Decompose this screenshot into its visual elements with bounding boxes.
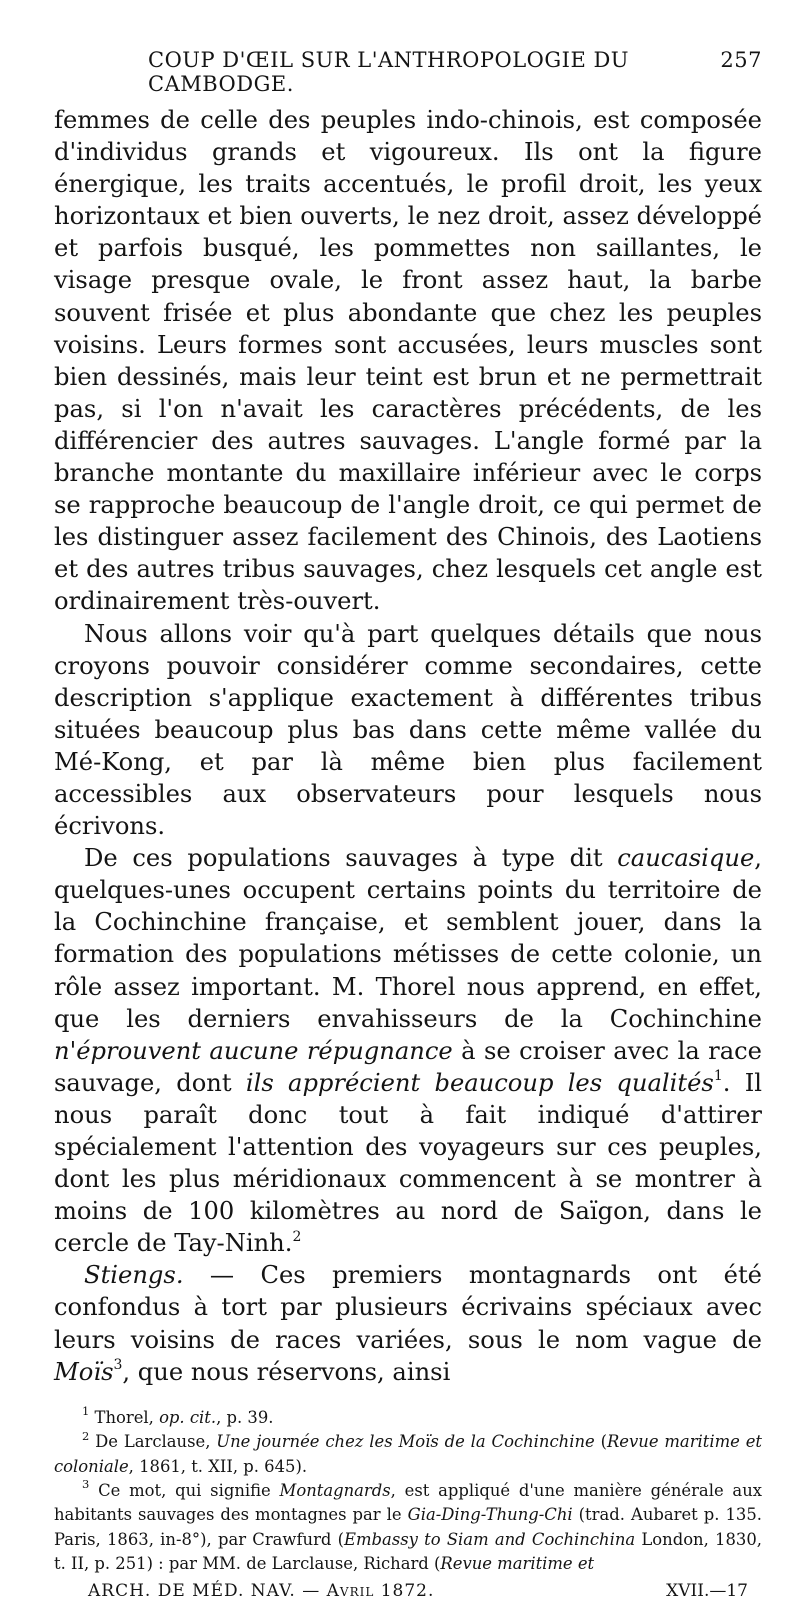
paragraph-4	[54, 1259, 762, 1387]
footnote-3-revue: Revue maritime et	[440, 1554, 595, 1574]
footnote-ref-3: 3	[113, 1357, 123, 1374]
footnote-mark-1: 1	[82, 1404, 90, 1419]
signature-mark: XVII.—17	[666, 1580, 748, 1601]
footnote-3-text-e: (trad. Aubaret p. 135. Paris, 1863, in-8°), par Crawfurd (	[54, 1505, 762, 1549]
footnote-2-text-c: (	[594, 1432, 607, 1452]
term-caucasique: caucasique	[617, 844, 755, 873]
footnote-1-text-a: Thorel,	[89, 1407, 160, 1427]
footnote-2-text-a: De Larclause,	[89, 1432, 217, 1452]
footnotes	[54, 1406, 762, 1577]
paragraph-3-text-e: à se croiser avec la race sauvage, dont	[54, 1036, 762, 1097]
paragraph-3-text-c: , quelques-unes occupent certains points du territoire de la Cochinchine française, et semblent jouer, dans la formation des populations métisses de cette colonie, un rôle assez important. M. Thorel nous apprend, en effet, que les derniers envahisseurs de la Cochinchine	[54, 844, 762, 1033]
footnote-3-gia-ding: Gia-Ding-Thung-Chi	[407, 1505, 573, 1525]
footnote-2-article-title: Une journée chez les Moïs de la Cochinchine	[216, 1432, 595, 1452]
paragraph-3-text-g: . Il nous paraît donc tout à fait indiqué d'attirer spécialement l'attention des voyageurs sur ces peuples, dont les plus méridionaux commencent à se montrer à moins de 100 kilomètres au nord de Saïgon, dans le cercle de Tay-Ninh.	[54, 1068, 762, 1258]
footnote-3-text-c: , est appliqué d'une manière générale aux habitants sauvages des montagnes par le	[54, 1480, 763, 1525]
paragraph-3-text-a: De ces populations sauvages à type dit	[84, 844, 618, 873]
footnote-1	[54, 1406, 762, 1430]
footnote-mark-2: 2	[82, 1428, 90, 1443]
page-number: 257	[720, 48, 762, 72]
running-title: COUP D'ŒIL SUR L'ANTHROPOLOGIE DU CAMBODGE.	[148, 48, 629, 96]
footnote-ref-1: 1	[713, 1068, 723, 1085]
footnote-3-text-a: Ce mot, qui signifie	[89, 1480, 280, 1500]
paragraph-3	[54, 842, 762, 1259]
paragraph-1: femmes de celle des peuples indo-chinois, est composée d'individus grands et vigoureux. Ils ont la figure énergique, les traits accentués, le profil droit, les yeux horizontaux et bien ouverts, le nez droit, assez développé et parfois busqué, les pommettes non saillantes, le visage presque ovale, le front assez haut, la barbe souvent frisée et plus abondante que chez les peuples voisins. Leurs formes sont accusées, leurs muscles sont bien dessinés, mais leur teint est brun et ne permettrait pas, si l'on n'avait les caractères précédents, de les différencier des autres sauvages. L'angle formé par la branche montante du maxillaire inférieur avec le corps se rapproche beaucoup de l'angle droit, ce qui permet de les distinguer assez facilement des Chinois, des Laotiens et des autres tribus sauvages, chez lesquels cet angle est ordinairement très-ouvert.	[54, 106, 762, 616]
footnote-3-text-g: London, 1830, t. II, p. 251) : par MM. de Larclause, Richard (	[54, 1529, 762, 1574]
footnote-3	[54, 1479, 762, 1577]
footnote-1-op-cit: op. cit.	[159, 1407, 217, 1427]
footnote-2	[54, 1430, 762, 1479]
footnote-1-text-c: , p. 39.	[216, 1407, 274, 1427]
quote-qualites: ils apprécient beaucoup les qualités	[245, 1068, 714, 1097]
paragraph-4-text-d: , que nous réservons, ainsi	[122, 1357, 451, 1386]
footnote-2-text-e: , 1861, t. XII, p. 645).	[128, 1456, 308, 1476]
footnote-mark-3: 3	[82, 1477, 90, 1492]
footnote-ref-2: 2	[292, 1228, 302, 1245]
main-text	[54, 104, 762, 1388]
section-stiengs: Stiengs.	[84, 1261, 184, 1290]
paragraph-4-text-b: — Ces premiers montagnards ont été confondus à tort par plusieurs écrivains spéciaux avec leurs voisins de races variées, sous le nom vague de	[54, 1261, 762, 1354]
footnote-3-montagnards: Montagnards	[279, 1480, 391, 1500]
page-footer	[54, 1581, 762, 1601]
term-mois: Moïs	[54, 1357, 114, 1386]
footnote-3-embassy: Embassy to Siam and Cochinchina	[344, 1529, 636, 1549]
footnote-2-journal: Revue maritime et coloniale	[54, 1432, 762, 1476]
journal-signature: ARCH. DE MÉD. NAV. — Avril 1872.	[88, 1580, 435, 1601]
quote-repugnance: n'éprouvent aucune répugnance	[54, 1036, 453, 1065]
running-header	[54, 48, 762, 96]
paragraph-2: Nous allons voir qu'à part quelques détails que nous croyons pouvoir considérer comme secondaires, cette description s'applique exactement à différentes tribus situées beaucoup plus bas dans cette même vallée du Mé-Kong, et par là même bien plus facilement accessibles aux observateurs pour lesquels nous écrivons.	[54, 619, 762, 841]
